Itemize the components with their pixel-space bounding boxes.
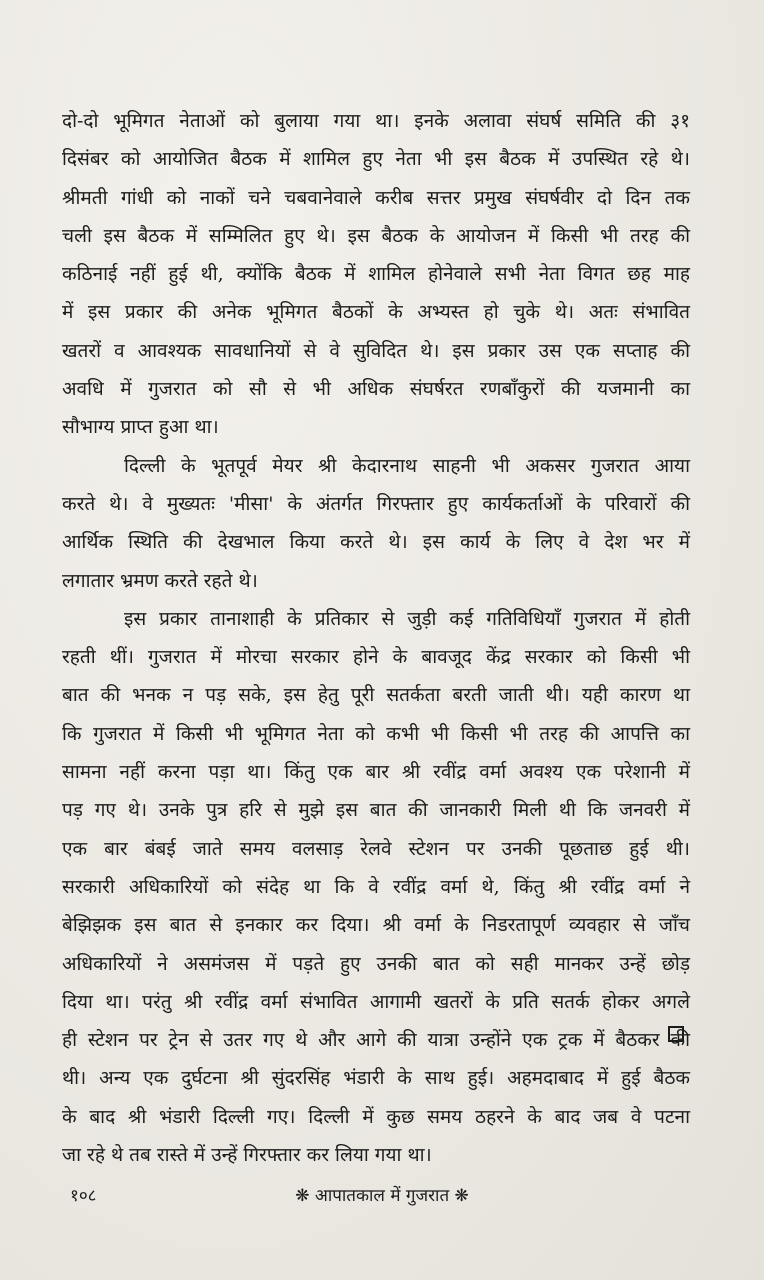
text-line: सरकारी अधिकारियों को संदेह था कि वे रवींद्र वर्मा थे, किंतु श्री रवींद्र वर्मा ने: [62, 875, 690, 898]
text-line: ही स्टेशन पर ट्रेन से उतर गए थे और आगे की यात्रा उन्होंने एक ट्रक में बैठकर की: [62, 1029, 690, 1052]
text-line: दो-दो भूमिगत नेताओं को बुलाया गया था। इनके अलावा संघर्ष समिति की ३१: [62, 110, 690, 132]
text-line: जा रहे थे तब रास्ते में उन्हें गिरफ्तार कर लिया गया था।: [62, 1144, 432, 1167]
text-line: एक बार बंबई जाते समय वलसाड़ रेलवे स्टेशन पर उनकी पूछताछ हुई थी।: [62, 837, 690, 860]
text-line: दिसंबर को आयोजित बैठक में शामिल हुए नेता भी इस बैठक में उपस्थित रहे थे।: [62, 148, 690, 171]
paragraph: [62, 600, 690, 1174]
text-line: अधिकारियों ने असमंजस में पड़ते हुए उनकी बात को सही मानकर उन्हें छोड़: [62, 952, 690, 975]
text-line: पड़ गए थे। उनके पुत्र हरि से मुझे इस बात की जानकारी मिली थी कि जनवरी में: [62, 799, 690, 822]
text-line: बात की भनक न पड़ सके, इस हेतु पूरी सतर्कता बरती जाती थी। यही कारण था: [62, 684, 690, 707]
text-line: अवधि में गुजरात को सौ से भी अधिक संघर्षरत रणबाँकुरों की यजमानी का: [62, 378, 690, 401]
text-line: सामना नहीं करना पड़ा था। किंतु एक बार श्री रवींद्र वर्मा अवश्य एक परेशानी में: [62, 761, 690, 784]
text-line: चली इस बैठक में सम्मिलित हुए थे। इस बैठक के आयोजन में किसी भी तरह की: [62, 224, 690, 247]
paragraph: [62, 102, 690, 447]
text-line: इस प्रकार तानाशाही के प्रतिकार से जुड़ी कई गतिविधियाँ गुजरात में होती: [124, 607, 690, 630]
end-of-section-mark: [668, 1026, 684, 1042]
text-line: कि गुजरात में किसी भी भूमिगत नेता को कभी भी किसी भी तरह की आपत्ति का: [62, 722, 690, 745]
text-line: सौभाग्य प्राप्त हुआ था।: [62, 416, 219, 439]
text-line: खतरों व आवश्यक सावधानियों से वे सुविदित थे। इस प्रकार उस एक सप्ताह की: [62, 339, 690, 362]
text-line: दिया था। परंतु श्री रवींद्र वर्मा संभावित आगामी खतरों के प्रति सतर्क होकर अगले: [62, 990, 690, 1013]
page-footer: [0, 1184, 764, 1208]
text-line: में इस प्रकार की अनेक भूमिगत बैठकों के अभ्यस्त हो चुके थे। अतः संभावित: [62, 301, 690, 324]
text-line: दिल्ली के भूतपूर्व मेयर श्री केदारनाथ साहनी भी अकसर गुजरात आया: [124, 454, 690, 477]
text-line: लगातार भ्रमण करते रहते थे।: [62, 569, 258, 592]
text-line: के बाद श्री भंडारी दिल्ली गए। दिल्ली में कुछ समय ठहरने के बाद जब वे पटना: [62, 1105, 690, 1128]
text-line: थी। अन्य एक दुर्घटना श्री सुंदरसिंह भंडारी के साथ हुई। अहमदाबाद में हुई बैठक: [62, 1067, 690, 1090]
text-line: करते थे। वे मुख्यतः 'मीसा' के अंतर्गत गिरफ्तार हुए कार्यकर्ताओं के परिवारों की: [62, 492, 690, 515]
text-line: रहती थीं। गुजरात में मोरचा सरकार होने के बावजूद केंद्र सरकार को किसी भी: [62, 646, 690, 669]
page-number: १०८: [70, 1186, 97, 1206]
body-text: [62, 102, 690, 1174]
text-line: बेझिझक इस बात से इनकार कर दिया। श्री वर्मा के निडरतापूर्ण व्यवहार से जाँच: [62, 914, 690, 937]
paragraph: [62, 447, 690, 600]
running-title: ❋ आपातकाल में गुजरात ❋: [295, 1186, 469, 1206]
text-line: श्रीमती गांधी को नाकों चने चबवानेवाले करीब सत्तर प्रमुख संघर्षवीर दो दिन तक: [62, 186, 690, 209]
text-line: आर्थिक स्थिति की देखभाल किया करते थे। इस कार्य के लिए वे देश भर में: [62, 531, 690, 554]
text-line: कठिनाई नहीं हुई थी, क्योंकि बैठक में शामिल होनेवाले सभी नेता विगत छह माह: [62, 263, 690, 286]
